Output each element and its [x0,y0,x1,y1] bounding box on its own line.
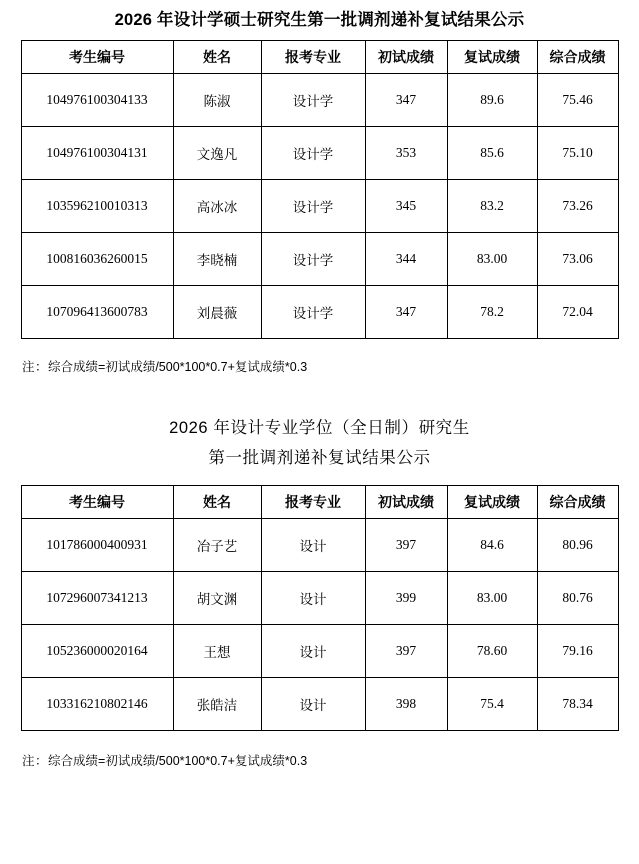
note-text: 综合成绩=初试成绩/500*100*0.7+复试成绩*0.3 [48,360,308,374]
table-row [21,127,618,180]
table-row [21,625,618,678]
cell-name: 陈淑 [173,74,261,127]
note-block1 [22,357,639,375]
column-header-candidate-id: 考生编号 [21,41,173,74]
column-header-major: 报考专业 [261,486,365,519]
column-header-retest-score: 复试成绩 [447,41,537,74]
column-header-retest-score: 复试成绩 [447,486,537,519]
cell-retest-score: 75.4 [447,678,537,731]
results-table-block1 [21,40,619,339]
column-header-name: 姓名 [173,41,261,74]
cell-name: 刘晨薇 [173,286,261,339]
cell-name: 文逸凡 [173,127,261,180]
cell-candidate-id: 103316210802146 [21,678,173,731]
cell-overall-score: 75.10 [537,127,618,180]
cell-retest-score: 83.00 [447,572,537,625]
cell-name: 高冰冰 [173,180,261,233]
cell-candidate-id: 104976100304131 [21,127,173,180]
note-text: 综合成绩=初试成绩/500*100*0.7+复试成绩*0.3 [48,754,308,768]
note-label: 注： [22,360,49,374]
cell-preliminary-score: 397 [365,519,447,572]
cell-overall-score: 75.46 [537,74,618,127]
column-header-major: 报考专业 [261,41,365,74]
cell-candidate-id: 103596210010313 [21,180,173,233]
cell-overall-score: 73.06 [537,233,618,286]
cell-major: 设计学 [261,233,365,286]
cell-candidate-id: 107296007341213 [21,572,173,625]
table-header-row [21,486,618,519]
table-row [21,180,618,233]
cell-major: 设计 [261,519,365,572]
cell-candidate-id: 100816036260015 [21,233,173,286]
table-row [21,74,618,127]
cell-preliminary-score: 399 [365,572,447,625]
cell-preliminary-score: 398 [365,678,447,731]
table-row [21,678,618,731]
cell-overall-score: 80.76 [537,572,618,625]
cell-preliminary-score: 347 [365,74,447,127]
cell-retest-score: 89.6 [447,74,537,127]
table-row [21,233,618,286]
cell-major: 设计学 [261,74,365,127]
column-header-preliminary-score: 初试成绩 [365,41,447,74]
cell-preliminary-score: 397 [365,625,447,678]
cell-candidate-id: 107096413600783 [21,286,173,339]
page-title-block2-line1: 2026 年设计专业学位（全日制）研究生 [169,419,470,437]
cell-retest-score: 78.60 [447,625,537,678]
cell-overall-score: 73.26 [537,180,618,233]
note-block2 [22,751,639,769]
page-title-block1: 2026 年设计学硕士研究生第一批调剂递补复试结果公示 [114,11,525,29]
page-title-block2 [0,413,639,473]
column-header-name: 姓名 [173,486,261,519]
cell-overall-score: 78.34 [537,678,618,731]
cell-retest-score: 83.2 [447,180,537,233]
results-table-block2 [21,485,619,731]
cell-preliminary-score: 344 [365,233,447,286]
table-row [21,519,618,572]
cell-major: 设计 [261,678,365,731]
cell-retest-score: 83.00 [447,233,537,286]
note-label: 注： [22,754,49,768]
page-title-block2-line2: 第一批调剂递补复试结果公示 [208,449,431,467]
cell-name: 李晓楠 [173,233,261,286]
cell-major: 设计学 [261,180,365,233]
table-row [21,572,618,625]
cell-overall-score: 80.96 [537,519,618,572]
cell-major: 设计学 [261,127,365,180]
cell-retest-score: 78.2 [447,286,537,339]
cell-retest-score: 85.6 [447,127,537,180]
cell-retest-score: 84.6 [447,519,537,572]
cell-major: 设计 [261,625,365,678]
cell-preliminary-score: 353 [365,127,447,180]
cell-overall-score: 79.16 [537,625,618,678]
table-header-row [21,41,618,74]
cell-overall-score: 72.04 [537,286,618,339]
column-header-overall-score: 综合成绩 [537,41,618,74]
column-header-candidate-id: 考生编号 [21,486,173,519]
cell-candidate-id: 101786000400931 [21,519,173,572]
cell-name: 胡文渊 [173,572,261,625]
cell-preliminary-score: 347 [365,286,447,339]
cell-candidate-id: 105236000020164 [21,625,173,678]
column-header-preliminary-score: 初试成绩 [365,486,447,519]
document-page [0,6,639,864]
column-header-overall-score: 综合成绩 [537,486,618,519]
cell-name: 张皓洁 [173,678,261,731]
table-row [21,286,618,339]
cell-major: 设计学 [261,286,365,339]
cell-name: 冶子艺 [173,519,261,572]
cell-preliminary-score: 345 [365,180,447,233]
cell-major: 设计 [261,572,365,625]
cell-name: 王想 [173,625,261,678]
cell-candidate-id: 104976100304133 [21,74,173,127]
